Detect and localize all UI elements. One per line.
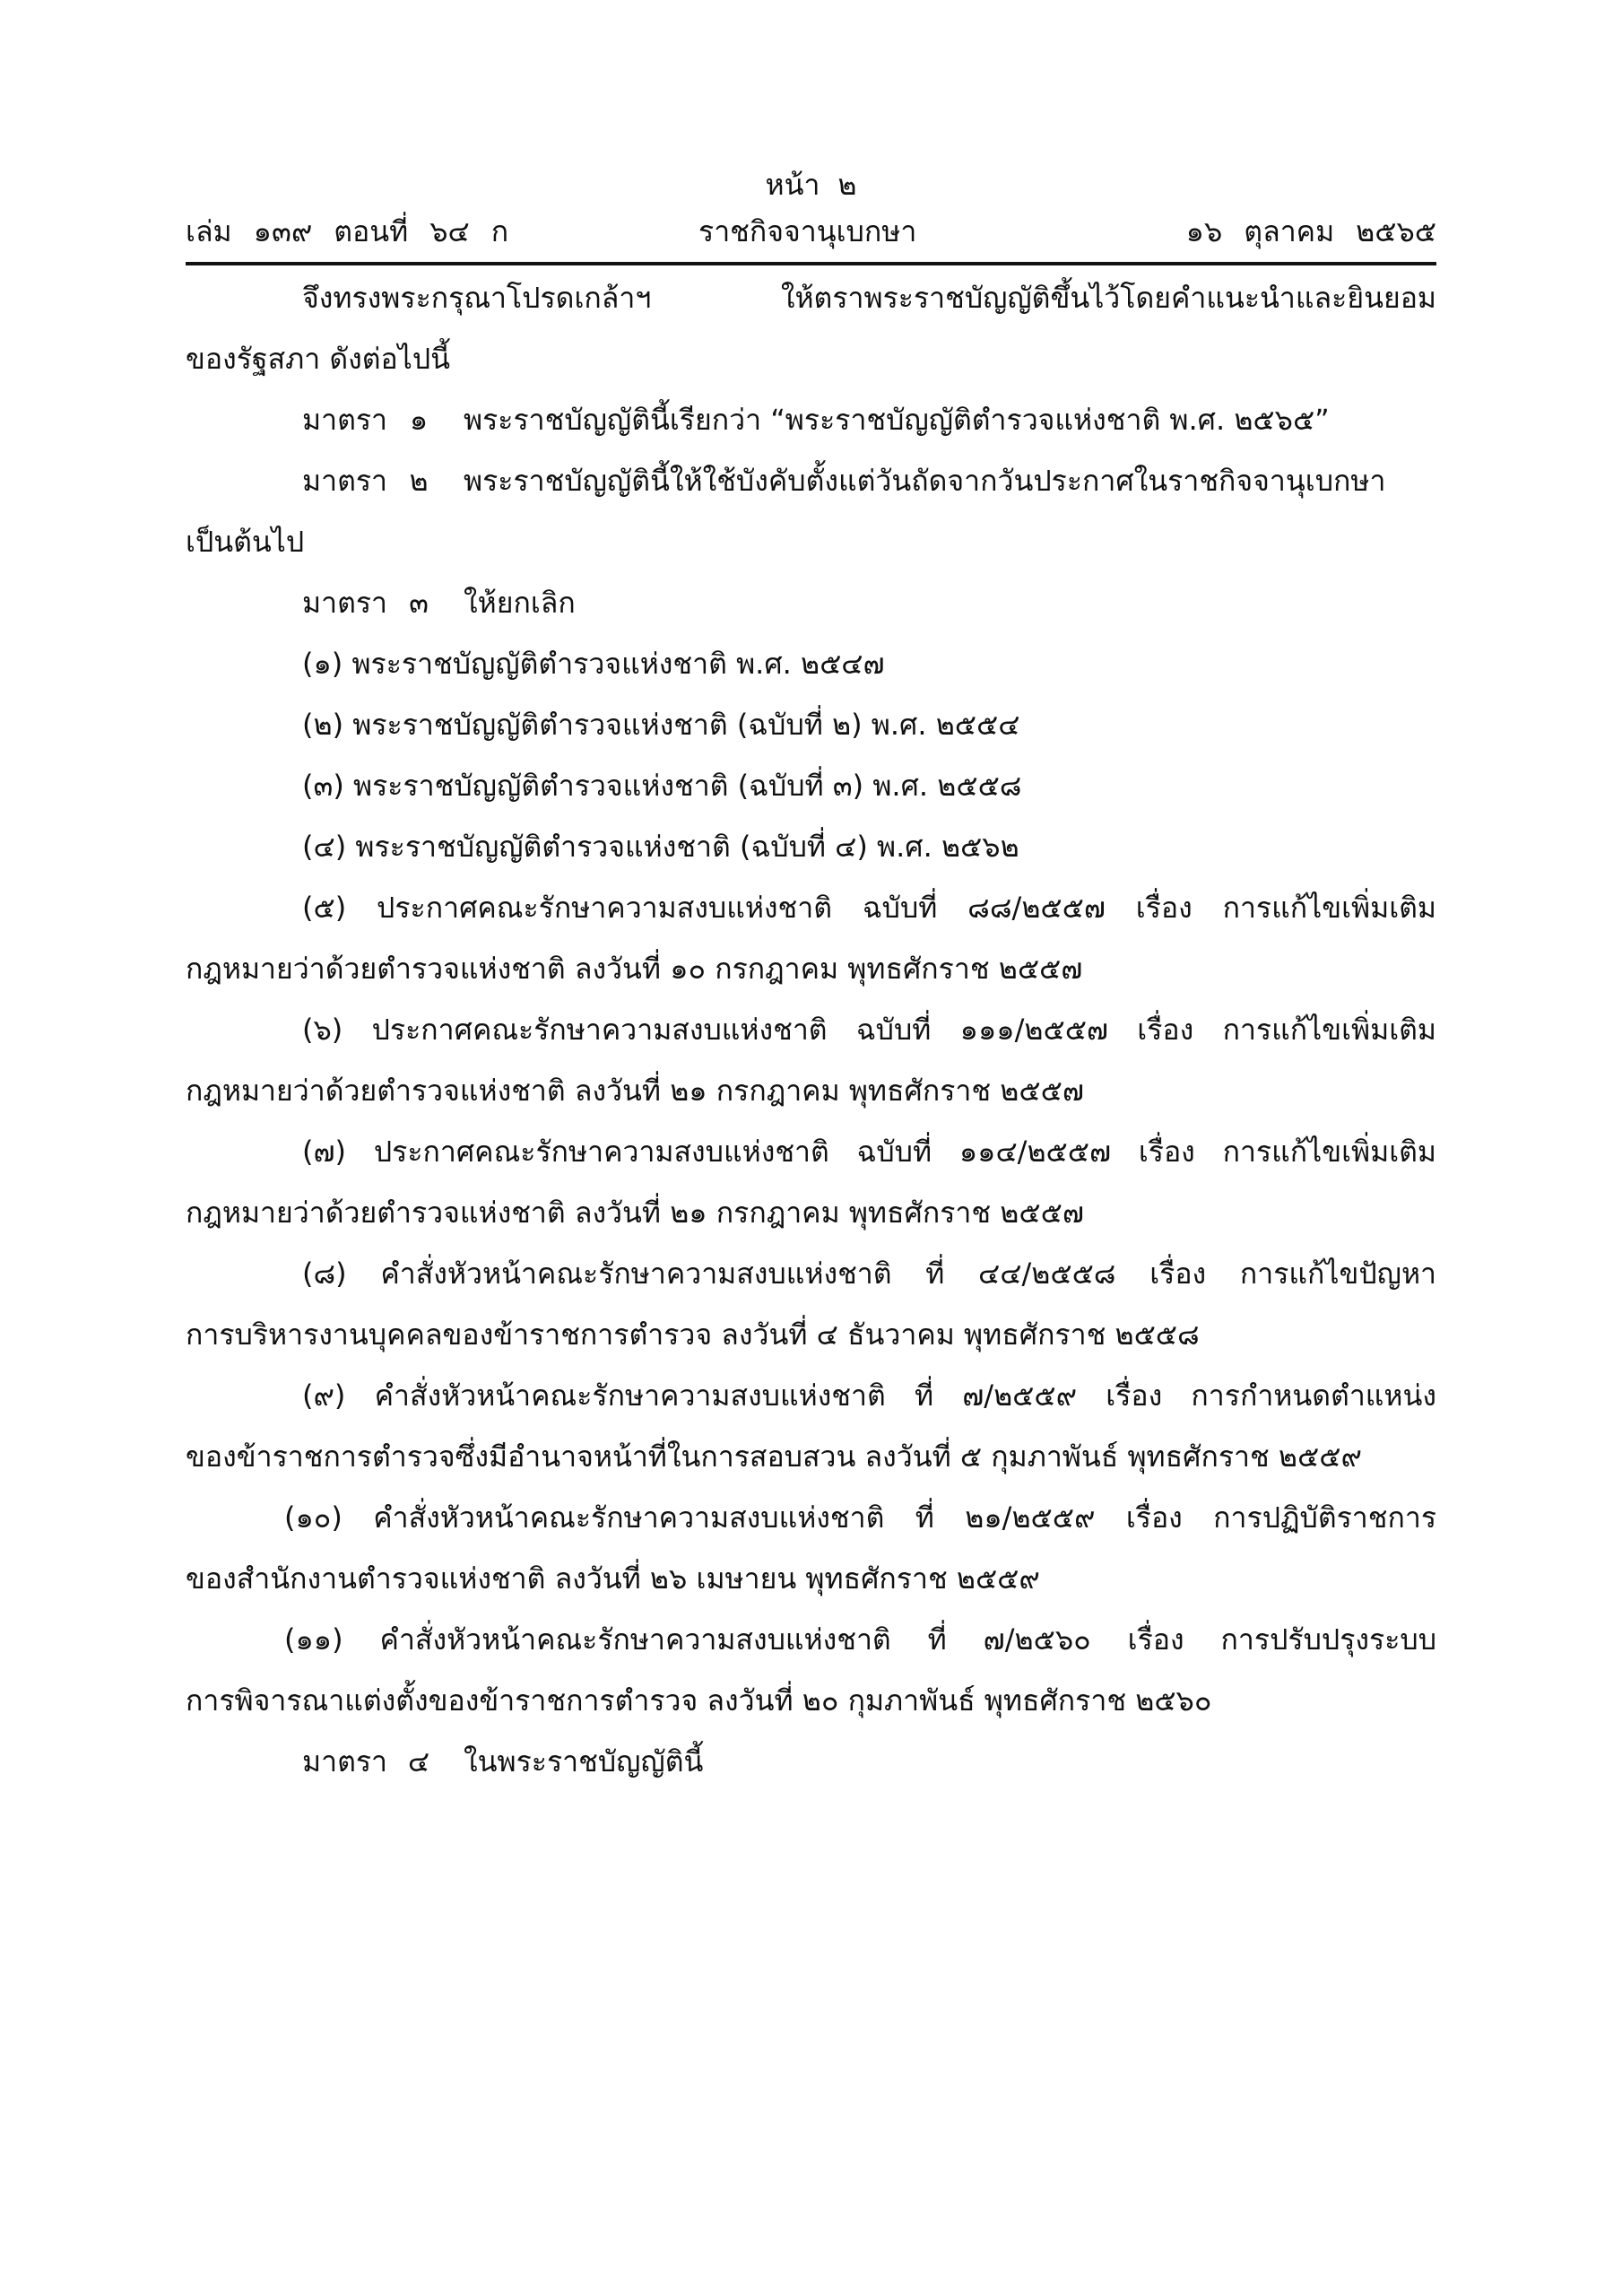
item-number: (๘) xyxy=(302,1257,347,1291)
item-number: (๔) xyxy=(302,830,347,864)
item-text: คำสั่งหัวหน้าคณะรักษาความสงบแห่งชาติ ที่ ๗/๒๕๖๐ เรื่อง การปรับปรุงระบบ xyxy=(379,1622,1437,1657)
item-number: (๑๐) xyxy=(284,1500,343,1535)
section-1 xyxy=(302,402,1330,438)
volume-info xyxy=(186,212,530,251)
volume-number: ๑๓๙ xyxy=(253,214,313,248)
item-text: พระราชบัญญัติตำรวจแห่งชาติ (ฉบับที่ ๓) พ.ศ. ๒๕๕๘ xyxy=(353,769,1022,803)
publication-date xyxy=(1165,212,1436,251)
section-2 xyxy=(302,463,1385,499)
item-number: (๗) xyxy=(302,1135,347,1169)
item-text: ประกาศคณะรักษาความสงบแห่งชาติ ฉบับที่ ๘๘/๒๕๕๗ เรื่อง การแก้ไขเพิ่มเติม xyxy=(377,891,1437,925)
item-number: (๙) xyxy=(302,1378,346,1413)
repealed-item-7-continuation: กฎหมายว่าด้วยตำรวจแห่งชาติ ลงวันที่ ๒๑ กรกฎาคม พุทธศักราช ๒๕๕๗ xyxy=(186,1196,1084,1230)
section-number: ๑ xyxy=(409,403,429,437)
volume-label: เล่ม xyxy=(186,214,232,248)
repealed-item-6-continuation: กฎหมายว่าด้วยตำรวจแห่งชาติ ลงวันที่ ๒๑ กรกฎาคม พุทธศักราช ๒๕๕๗ xyxy=(186,1074,1084,1108)
repealed-item-3 xyxy=(302,768,1021,804)
item-text: พระราชบัญญัติตำรวจแห่งชาติ (ฉบับที่ ๔) พ.ศ. ๒๕๖๒ xyxy=(355,830,1019,864)
section-number: ๒ xyxy=(409,464,429,498)
item-number: (๓) xyxy=(302,769,344,803)
preamble-line-2: ของรัฐสภา ดังต่อไปนี้ xyxy=(186,342,451,376)
item-text: พระราชบัญญัติตำรวจแห่งชาติ (ฉบับที่ ๒) พ.ศ. ๒๕๕๔ xyxy=(352,708,1020,742)
item-text: ประกาศคณะรักษาความสงบแห่งชาติ ฉบับที่ ๑๑๔/๒๕๕๗ เรื่อง การแก้ไขเพิ่มเติม xyxy=(373,1135,1437,1169)
page-label: หน้า xyxy=(765,168,820,202)
item-number: (๕) xyxy=(302,891,347,925)
section-text: พระราชบัญญัตินี้เรียกว่า “พระราชบัญญัติตำรวจแห่งชาติ พ.ศ. ๒๕๖๕” xyxy=(464,403,1330,437)
repealed-item-10 xyxy=(284,1500,1436,1535)
preamble-line-1: จึงทรงพระกรุณาโปรดเกล้าฯ ให้ตราพระราชบัญญัติขึ้นไว้โดยคำแนะนำและยินยอม xyxy=(302,281,1436,315)
date-year: ๒๕๖๕ xyxy=(1356,214,1436,248)
section-4 xyxy=(302,1744,703,1779)
section-text: ในพระราชบัญญัตินี้ xyxy=(464,1744,704,1779)
section-label: มาตรา xyxy=(302,464,387,498)
repealed-item-10-continuation: ของสำนักงานตำรวจแห่งชาติ ลงวันที่ ๒๖ เมษายน พุทธศักราช ๒๕๕๙ xyxy=(186,1561,1040,1596)
repealed-item-9-continuation: ของข้าราชการตำรวจซึ่งมีอำนาจหน้าที่ในการสอบสวน ลงวันที่ ๕ กุมภาพันธ์ พุทธศักราช ๒๕๕๙ xyxy=(186,1439,1362,1474)
page-number-value: ๒ xyxy=(837,168,857,202)
section-2-continuation: เป็นต้นไป xyxy=(186,525,305,559)
repealed-item-8-continuation: การบริหารงานบุคคลของข้าราชการตำรวจ ลงวันที่ ๔ ธันวาคม พุทธศักราช ๒๕๕๘ xyxy=(186,1318,1200,1352)
section-3 xyxy=(302,585,576,621)
item-text: ประกาศคณะรักษาความสงบแห่งชาติ ฉบับที่ ๑๑๑/๒๕๕๗ เรื่อง การแก้ไขเพิ่มเติม xyxy=(371,1013,1437,1047)
repealed-item-11-continuation: การพิจารณาแต่งตั้งของข้าราชการตำรวจ ลงวันที่ ๒๐ กุมภาพันธ์ พุทธศักราช ๒๕๖๐ xyxy=(186,1683,1212,1718)
item-number: (๖) xyxy=(302,1013,343,1047)
repealed-item-7 xyxy=(302,1134,1436,1170)
date-day: ๑๖ xyxy=(1185,214,1223,248)
publication-title: ราชกิจจานุเบกษา xyxy=(698,214,917,248)
repealed-item-5-continuation: กฎหมายว่าด้วยตำรวจแห่งชาติ ลงวันที่ ๑๐ กรกฎาคม พุทธศักราช ๒๕๕๗ xyxy=(186,952,1083,986)
item-text: พระราชบัญญัติตำรวจแห่งชาติ พ.ศ. ๒๕๔๗ xyxy=(351,647,885,681)
item-text: คำสั่งหัวหน้าคณะรักษาความสงบแห่งชาติ ที่ ๒๑/๒๕๕๙ เรื่อง การปฏิบัติราชการ xyxy=(373,1500,1437,1535)
repealed-item-11 xyxy=(284,1622,1436,1657)
section-label: มาตรา xyxy=(302,586,387,620)
repealed-item-8 xyxy=(302,1256,1436,1292)
repealed-item-4 xyxy=(302,829,1019,865)
section-label: ตอนที่ xyxy=(334,214,409,248)
section-text: พระราชบัญญัตินี้ให้ใช้บังคับตั้งแต่วันถัดจากวันประกาศในราชกิจจานุเบกษา xyxy=(464,464,1386,498)
section-number: ๔ xyxy=(407,1744,430,1779)
section-label: มาตรา xyxy=(302,1744,387,1779)
date-month: ตุลาคม xyxy=(1244,214,1335,248)
repealed-item-6 xyxy=(302,1012,1436,1048)
section-number: ๖๔ xyxy=(429,214,470,248)
repealed-item-5 xyxy=(302,890,1436,926)
item-number: (๑๑) xyxy=(284,1622,343,1657)
repealed-item-2 xyxy=(302,707,1019,743)
item-text: คำสั่งหัวหน้าคณะรักษาความสงบแห่งชาติ ที่ ๔๔/๒๕๕๘ เรื่อง การแก้ไขปัญหา xyxy=(380,1257,1437,1291)
section-number: ๓ xyxy=(409,586,429,620)
item-number: (๑) xyxy=(302,647,343,681)
item-number: (๒) xyxy=(302,708,344,742)
repealed-item-9 xyxy=(302,1378,1436,1413)
gazette-header xyxy=(186,212,1436,251)
section-label: มาตรา xyxy=(302,403,387,437)
section-text: ให้ยกเลิก xyxy=(464,586,576,620)
page-number xyxy=(0,167,1622,203)
section-letter: ก xyxy=(490,214,509,248)
item-text: คำสั่งหัวหน้าคณะรักษาความสงบแห่งชาติ ที่ ๗/๒๕๕๙ เรื่อง การกำหนดตำแหน่ง xyxy=(374,1378,1437,1413)
repealed-item-1 xyxy=(302,646,885,682)
header-divider xyxy=(186,262,1436,265)
